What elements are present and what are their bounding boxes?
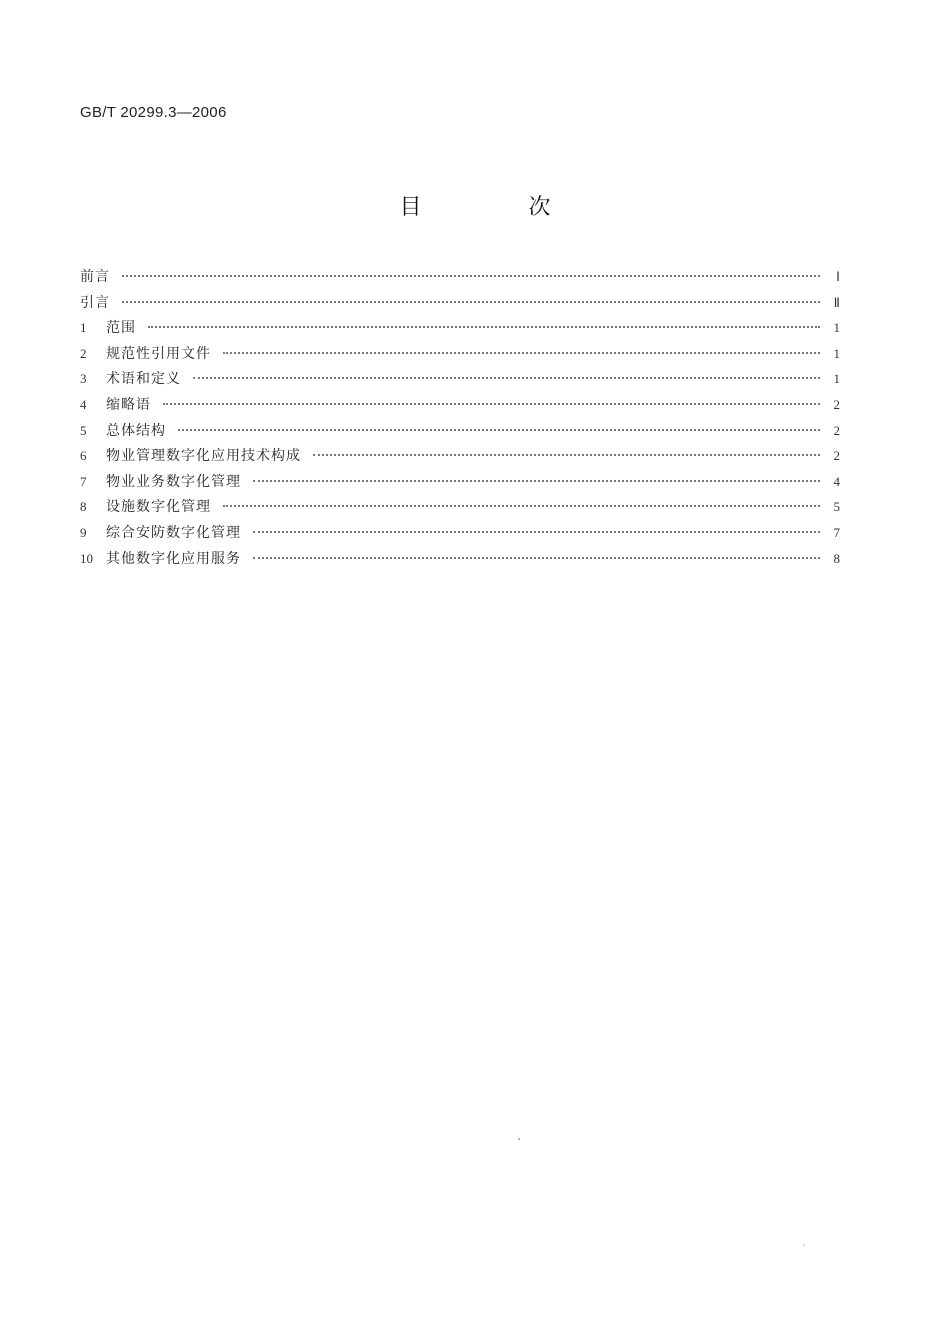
toc-entry-label: 前言 [80, 269, 110, 285]
toc-leader-dots [253, 479, 820, 482]
toc-entry-5[interactable] [80, 420, 840, 446]
toc-entry-3[interactable] [80, 368, 840, 394]
toc-entry-number: 9 [80, 524, 87, 540]
toc-entry-page: 7 [833, 524, 840, 540]
toc-leader-dots [122, 274, 820, 277]
toc-leader-dots [163, 402, 820, 405]
toc-entry-9[interactable] [80, 522, 840, 548]
toc-entry-label: 引言 [80, 294, 110, 311]
toc-entry-4[interactable] [80, 394, 840, 420]
toc-entry-introduction[interactable] [80, 292, 840, 318]
toc-entry-label: 范围 [106, 320, 136, 337]
toc-leader-dots [313, 453, 820, 456]
scan-speck [518, 1138, 520, 1140]
toc-leader-dots [122, 300, 820, 303]
toc-entry-1[interactable] [80, 317, 840, 343]
toc-entry-label: 设施数字化管理 [106, 499, 211, 516]
toc-entry-number: 4 [80, 396, 87, 412]
toc-entry-number: 3 [80, 371, 87, 387]
toc-entry-page: Ⅱ [833, 294, 840, 310]
toc-entry-6[interactable] [80, 445, 840, 471]
toc-entry-label: 物业管理数字化应用技术构成 [106, 448, 301, 465]
toc-entry-page: 8 [833, 550, 840, 566]
table-of-contents [80, 266, 840, 573]
toc-entry-page: 4 [833, 473, 840, 489]
toc-entry-label: 综合安防数字化管理 [106, 524, 241, 541]
toc-entry-number: 6 [80, 448, 87, 464]
toc-entry-label: 缩略语 [106, 396, 151, 413]
toc-entry-label: 物业业务数字化管理 [106, 473, 241, 490]
toc-entry-label: 总体结构 [106, 422, 166, 439]
toc-entry-number: 10 [80, 550, 93, 566]
toc-entry-page: Ⅰ [836, 269, 840, 284]
toc-leader-dots [223, 504, 820, 507]
toc-leader-dots [178, 428, 820, 431]
toc-entry-7[interactable] [80, 471, 840, 497]
toc-entry-number: 8 [80, 499, 87, 515]
toc-entry-page: 1 [833, 320, 840, 336]
toc-entry-page: 2 [833, 396, 840, 412]
scan-speck [803, 1244, 805, 1246]
toc-entry-page: 2 [833, 448, 840, 464]
page-title: 目 次 [399, 195, 601, 220]
toc-entry-2[interactable] [80, 343, 840, 369]
toc-entry-number: 5 [80, 422, 87, 438]
toc-entry-label: 术语和定义 [106, 371, 181, 388]
toc-leader-dots [148, 325, 820, 328]
toc-leader-dots [253, 530, 820, 533]
toc-entry-page: 5 [833, 499, 840, 515]
toc-entry-number: 2 [80, 345, 87, 361]
toc-leader-dots [193, 376, 820, 379]
toc-entry-10[interactable] [80, 548, 840, 574]
toc-entry-label: 规范性引用文件 [106, 345, 211, 362]
toc-entry-8[interactable] [80, 496, 840, 522]
toc-entry-number: 1 [80, 320, 87, 336]
toc-entry-label: 其他数字化应用服务 [106, 550, 241, 567]
toc-entry-number: 7 [80, 473, 87, 489]
toc-entry-page: 1 [833, 345, 840, 361]
toc-entry-foreword[interactable] [80, 266, 840, 292]
toc-leader-dots [223, 351, 820, 354]
toc-entry-page: 1 [833, 371, 840, 387]
standard-code: GB/T 20299.3—2006 [80, 104, 227, 121]
toc-entry-page: 2 [833, 422, 840, 438]
toc-leader-dots [253, 556, 820, 559]
